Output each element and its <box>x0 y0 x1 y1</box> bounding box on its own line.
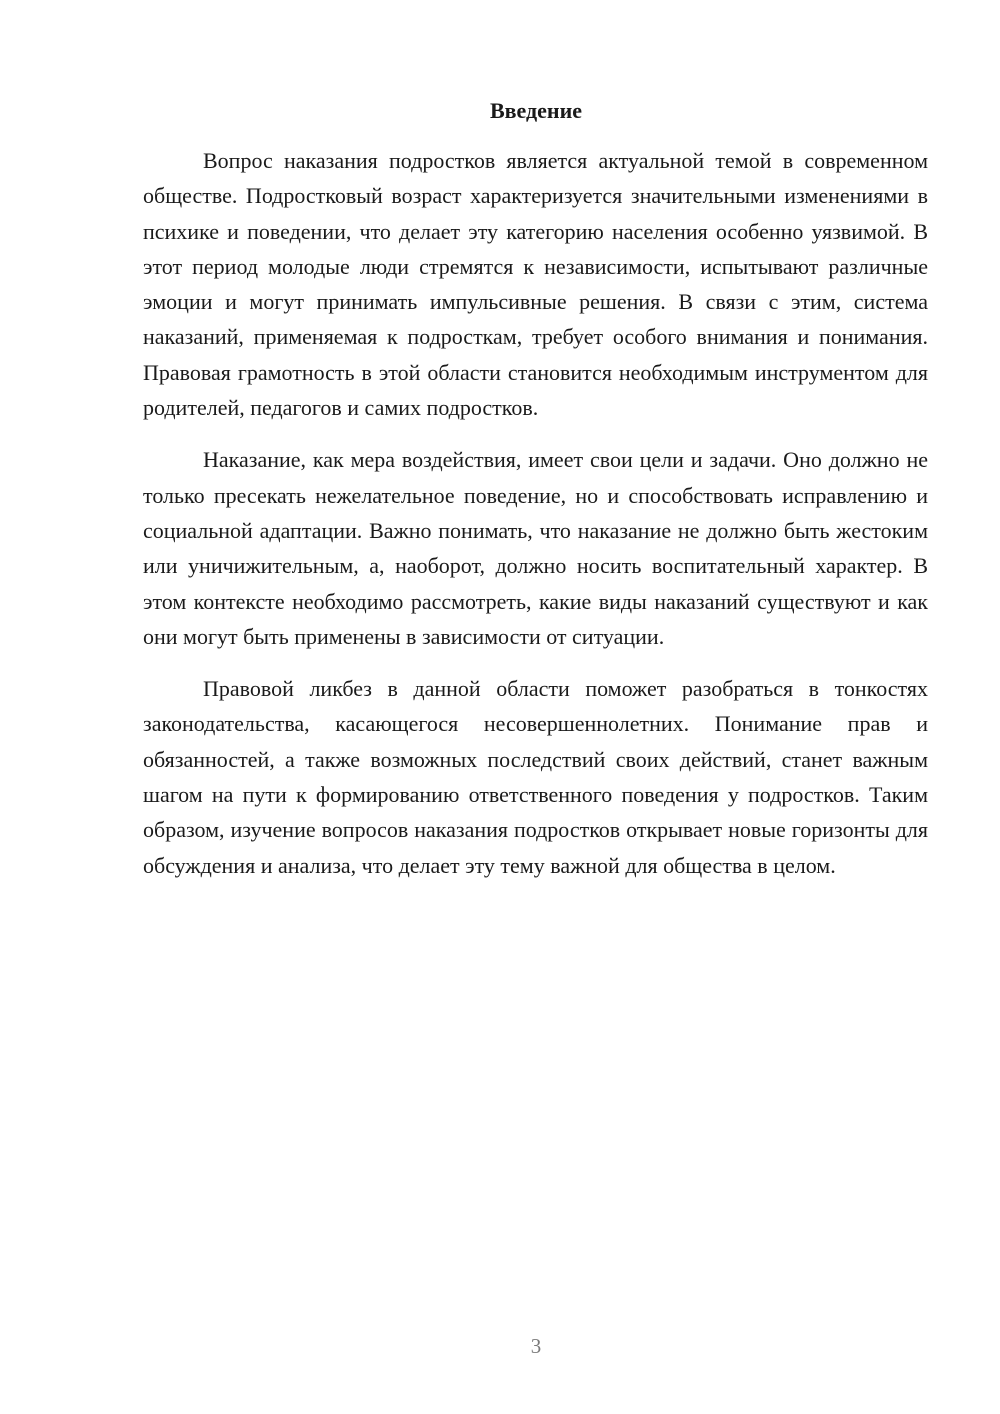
page-number: 3 <box>530 1334 542 1358</box>
paragraph-1: Вопрос наказания подростков является актуальной темой в современном обществе. Подростковый возраст характеризуется значительными изменениями в психике и поведении, что делает эту категорию населения особенно уязвимой. В этот период молодые люди стремятся к независимости, испытывают различные эмоции и могут принимать импульсивные решения. В связи с этим, система наказаний, применяемая к подросткам, требует особого внимания и понимания. Правовая грамотность в этой области становится необходимым инструментом для родителей, педагогов и самих подростков. <box>143 148 928 421</box>
paragraph-2: Наказание, как мера воздействия, имеет свои цели и задачи. Оно должно не только пресекать нежелательное поведение, но и способствовать исправлению и социальной адаптации. Важно понимать, что наказание не должно быть жестоким или уничижительным, а, наоборот, должно носить воспитательный характер. В этом контексте необходимо рассмотреть, какие виды наказаний существуют и как они могут быть применены в зависимости от ситуации. <box>143 447 928 649</box>
paragraph-3: Правовой ликбез в данной области поможет разобраться в тонкостях законодательства, касающегося несовершеннолетних. Понимание прав и обязанностей, а также возможных последствий своих действий, станет важным шагом на пути к формированию ответственного поведения у подростков. Таким образом, изучение вопросов наказания подростков открывает новые горизонты для обсуждения и анализа, что делает эту тему важной для общества в целом. <box>143 676 928 878</box>
document-body <box>143 143 928 900</box>
section-title: Введение <box>489 98 583 123</box>
